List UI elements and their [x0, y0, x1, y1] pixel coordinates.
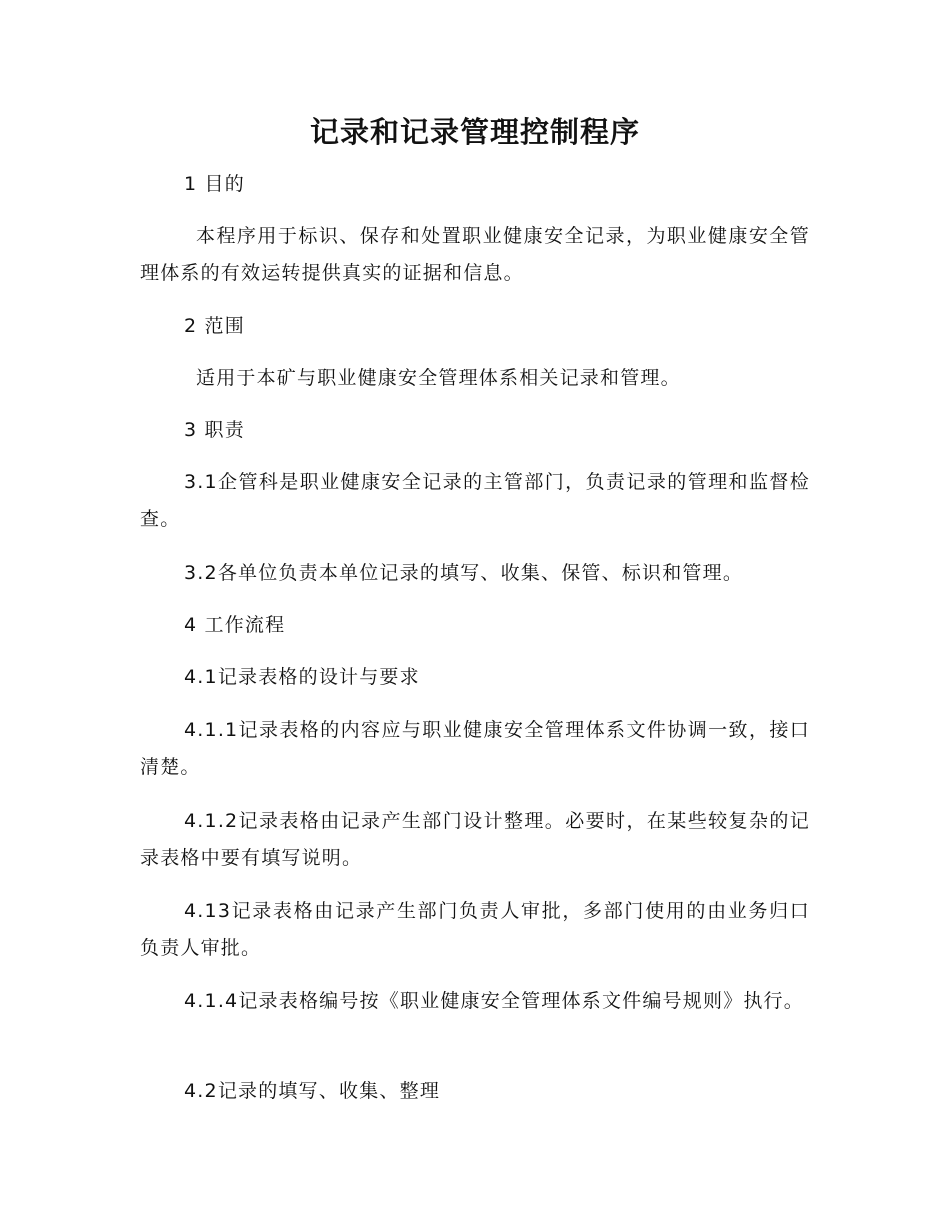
document-title: 记录和记录管理控制程序: [309, 115, 640, 149]
paragraph-4-1-2: 4.1.2记录表格由记录产生部门设计整理。必要时，在某些较复杂的记录表格中要有填写说明。: [140, 810, 810, 869]
section-heading-scope: 2 范围: [184, 315, 245, 337]
paragraph-3-1: 3.1企管科是职业健康安全记录的主管部门，负责记录的管理和监督检查。: [140, 471, 810, 530]
paragraph-4-1-3: 4.13记录表格由记录产生部门负责人审批，多部门使用的由业务归口负责人审批。: [140, 900, 810, 959]
section-heading-purpose: 1 目的: [184, 173, 245, 195]
subsection-heading-4-1: 4.1记录表格的设计与要求: [184, 666, 420, 688]
paragraph-4-1-1: 4.1.1记录表格的内容应与职业健康安全管理体系文件协调一致，接口清楚。: [140, 719, 810, 778]
paragraph-scope: 适用于本矿与职业健康安全管理体系相关记录和管理。: [196, 367, 681, 389]
section-heading-responsibilities: 3 职责: [184, 419, 245, 441]
paragraph-4-1-4: 4.1.4记录表格编号按《职业健康安全管理体系文件编号规则》执行。: [184, 990, 804, 1012]
section-heading-workflow: 4 工作流程: [184, 614, 286, 636]
paragraph-3-2: 3.2各单位负责本单位记录的填写、收集、保管、标识和管理。: [184, 562, 744, 584]
paragraph-purpose: 本程序用于标识、保存和处置职业健康安全记录，为职业健康安全管理体系的有效运转提供真实的证据和信息。: [140, 225, 810, 284]
subsection-heading-4-2: 4.2记录的填写、收集、整理: [184, 1080, 441, 1102]
